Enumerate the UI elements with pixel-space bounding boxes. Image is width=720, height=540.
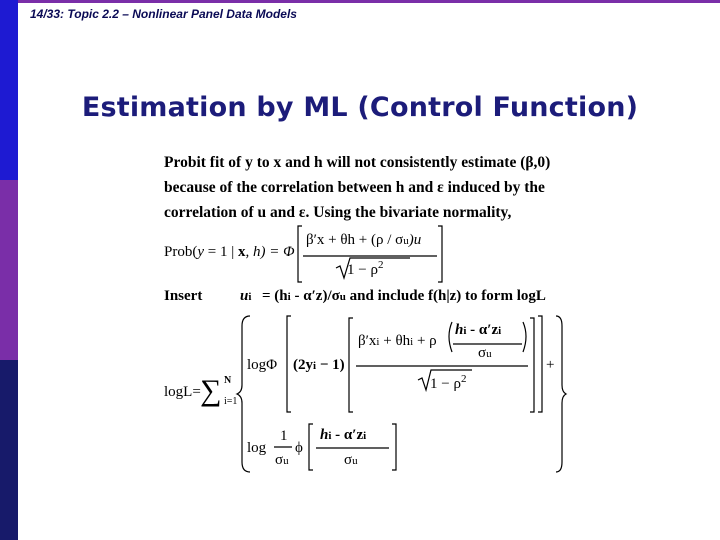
sum-bottom: i=1 [224,396,238,407]
prob-lhs: Prob( [164,244,198,260]
lower-num-sub: i [328,430,332,442]
frac-num-tail-sub: i [498,325,502,337]
small-left-paren [449,322,452,352]
sum-top: N [224,375,232,386]
lower-left-bracket [309,424,313,470]
frac-den: σ [478,345,487,361]
two-y-tail: − 1) [316,357,345,373]
insert-sigma-sub: u [339,291,346,303]
side-bar-segment-top [0,0,18,180]
small-right-paren [523,322,526,352]
prob-numerator-tail: )u [408,232,422,248]
one-numerator: 1 [280,428,288,444]
lower-num: h [320,427,329,443]
upper-left-bracket [287,316,291,412]
lower-den: σ [344,452,353,468]
prob-right-bracket [438,226,442,282]
side-bar-segment-bottom [0,360,18,540]
insert-label: Insert [164,288,203,304]
two-y: (2y [293,357,313,373]
sum-symbol: ∑ [200,374,222,407]
log-term: log [247,440,267,456]
insert-u: u [240,288,249,304]
prob-cond: = 1 | [204,244,238,260]
inner-num-sub: i [376,336,380,348]
slide-header: 14/33: Topic 2.2 – Nonlinear Panel Data Models [30,7,297,21]
two-y-sub: i [313,360,317,372]
paragraph-line-3: correlation of u and ε. Using the bivariate normality, [164,204,512,221]
upper-right-bracket [538,316,542,412]
plus-sign: + [546,357,555,373]
outer-den: 1 − ρ [430,376,461,392]
sigma-den: σ [275,452,284,468]
loglik-right-brace [556,316,566,472]
inner-theta: + θh [379,333,411,349]
sigma-den-sub: u [283,455,289,467]
prob-h: , h) = Φ [245,244,295,260]
insert-tail: and include f(h|z) to form logL [345,288,546,304]
prob-left-bracket [298,226,302,282]
frac-num: h [455,322,464,338]
frac-den-sub: u [486,348,492,360]
lower-right-bracket [392,424,396,470]
lower-den-sub: u [352,455,358,467]
frac-num-sub: i [463,325,467,337]
inner-num: β′x [358,333,377,349]
prob-y: y [197,244,205,260]
inner-rho: + ρ [413,333,437,349]
paragraph-line-2: because of the correlation between h and ε induced by the [164,179,545,196]
insert-h-sub: i [287,291,291,303]
insert-eq: = (h [262,288,288,304]
prob-denominator-sup: 2 [377,259,384,271]
side-accent-bar [0,0,18,540]
insert-mid: - α′z)/σ [290,288,340,304]
inner-left-bracket [349,318,353,412]
log-phi: logΦ [247,357,278,373]
inner-right-bracket [530,318,534,412]
insert-u-sub: i [248,291,252,303]
loglik-lhs: logL= [164,384,201,400]
lower-num-tail: - α′z [331,427,364,443]
inner-theta-sub: i [410,336,414,348]
prob-x: x [237,244,246,260]
prob-numerator: β′x + θh + (ρ / σ [306,232,404,248]
paragraph-line-1: Probit fit of y to x and h will not consistently estimate (β,0) [164,154,551,171]
phi-symbol: ϕ [295,440,303,456]
intro-paragraph [164,150,604,225]
prob-denominator: 1 − ρ [347,262,378,278]
frac-num-tail: - α′z [466,322,499,338]
side-bar-segment-middle [0,180,18,360]
prob-numerator-sub: u [403,235,409,247]
slide-title: Estimation by ML (Control Function) [81,92,639,123]
outer-den-sup: 2 [460,373,467,385]
lower-num-tail-sub: i [363,430,367,442]
top-rule [18,0,720,3]
